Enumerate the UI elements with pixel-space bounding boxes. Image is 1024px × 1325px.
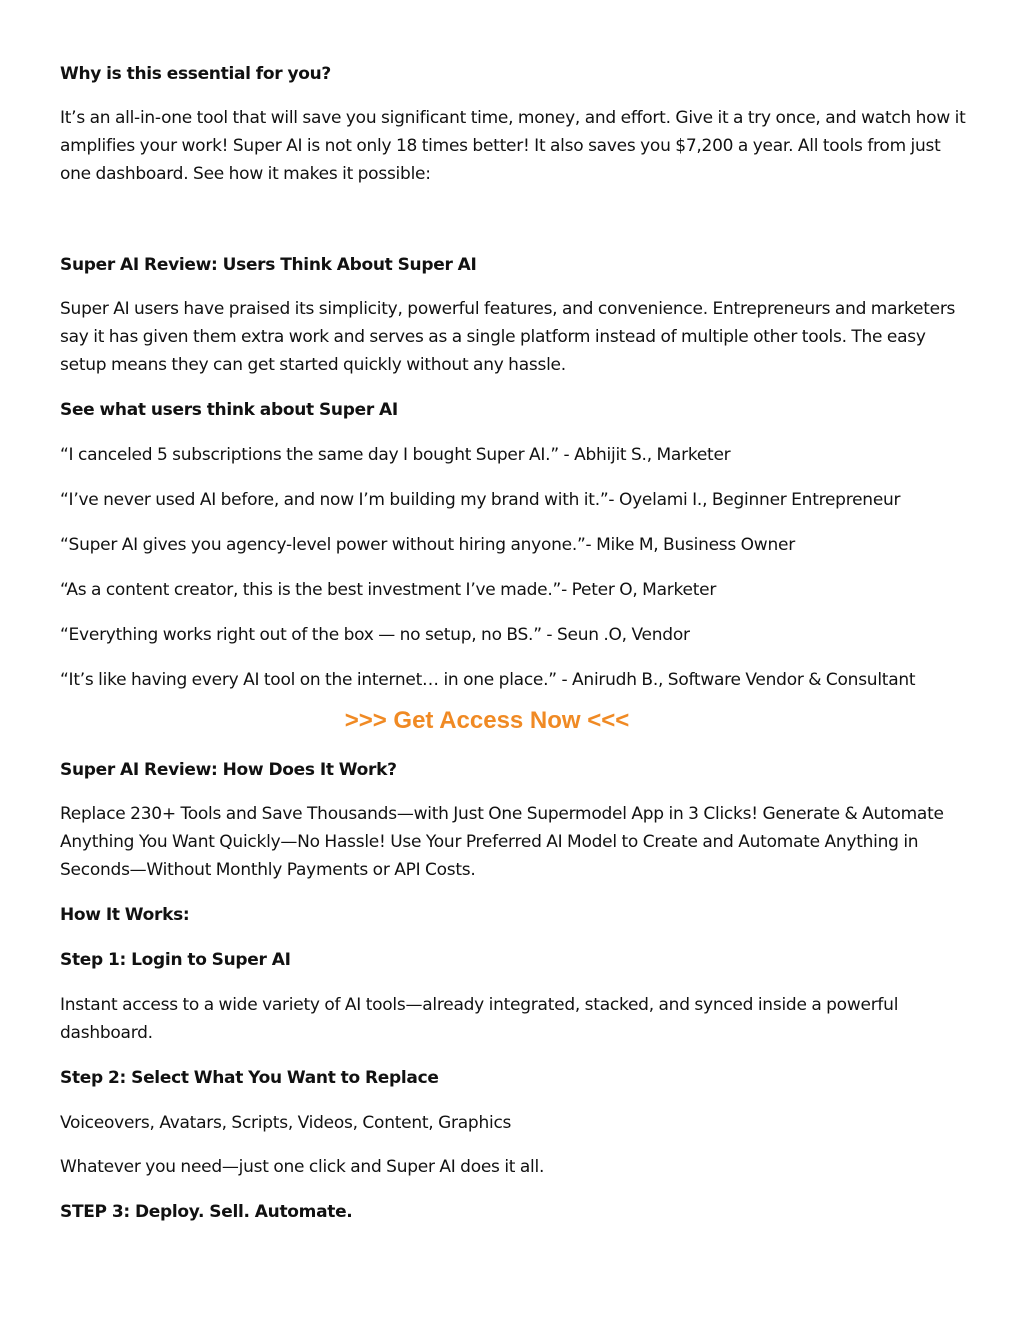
- section-heading-users-think: Super AI Review: Users Think About Super AI: [60, 255, 477, 275]
- testimonial: “Everything works right out of the box — no setup, no BS.” - Seun .O, Vendor: [60, 625, 690, 645]
- testimonial: “Super AI gives you agency-level power without hiring anyone.”- Mike M, Business Owner: [60, 535, 795, 555]
- testimonial: “It’s like having every AI tool on the internet… in one place.” - Anirudh B., Software Vendor & Consultant: [60, 670, 916, 690]
- step-2-description: Whatever you need—just one click and Super AI does it all.: [60, 1157, 545, 1177]
- subheading-how-it-works: How It Works:: [60, 905, 190, 925]
- users-praise-paragraph: Super AI users have praised its simplicity, powerful features, and convenience. Entrepreneurs and marketers say it has given them extra work and serves as a single platform instead of multiple other tools. The easy setup means they can get started quickly without any hassle.: [60, 299, 956, 375]
- step-1-heading: Step 1: Login to Super AI: [60, 950, 291, 970]
- step-2-heading: Step 2: Select What You Want to Replace: [60, 1068, 439, 1088]
- section-heading-how-does-it-work: Super AI Review: How Does It Work?: [60, 760, 397, 780]
- get-access-link[interactable]: >>> Get Access Now <<<: [344, 707, 630, 734]
- step-2-options: Voiceovers, Avatars, Scripts, Videos, Content, Graphics: [60, 1113, 512, 1133]
- testimonial: “I canceled 5 subscriptions the same day I bought Super AI.” - Abhijit S., Marketer: [60, 445, 731, 465]
- testimonial: “I’ve never used AI before, and now I’m building my brand with it.”- Oyelami I., Beginner Entrepreneur: [60, 490, 901, 510]
- step-3-heading: STEP 3: Deploy. Sell. Automate.: [60, 1202, 353, 1222]
- intro-paragraph: It’s an all-in-one tool that will save you significant time, money, and effort. Give it a try once, and watch how it amplifies your work! Super AI is not only 18 times better! It also saves you $7,200 a year. All tools from just one dashboard. See how it makes it possible:: [60, 108, 966, 184]
- subheading-see-what-users-think: See what users think about Super AI: [60, 400, 398, 420]
- how-it-works-paragraph: Replace 230+ Tools and Save Thousands—with Just One Supermodel App in 3 Clicks! Generate & Automate Anything You Want Quickly—No Hassle! Use Your Preferred AI Model to Create and Automate Anything in Seconds—Without Monthly Payments or API Costs.: [60, 804, 944, 880]
- section-heading-why-essential: Why is this essential for you?: [60, 64, 331, 84]
- step-1-description: Instant access to a wide variety of AI tools—already integrated, stacked, and synced inside a powerful dashboard.: [60, 995, 899, 1043]
- testimonial: “As a content creator, this is the best investment I’ve made.”- Peter O, Marketer: [60, 580, 717, 600]
